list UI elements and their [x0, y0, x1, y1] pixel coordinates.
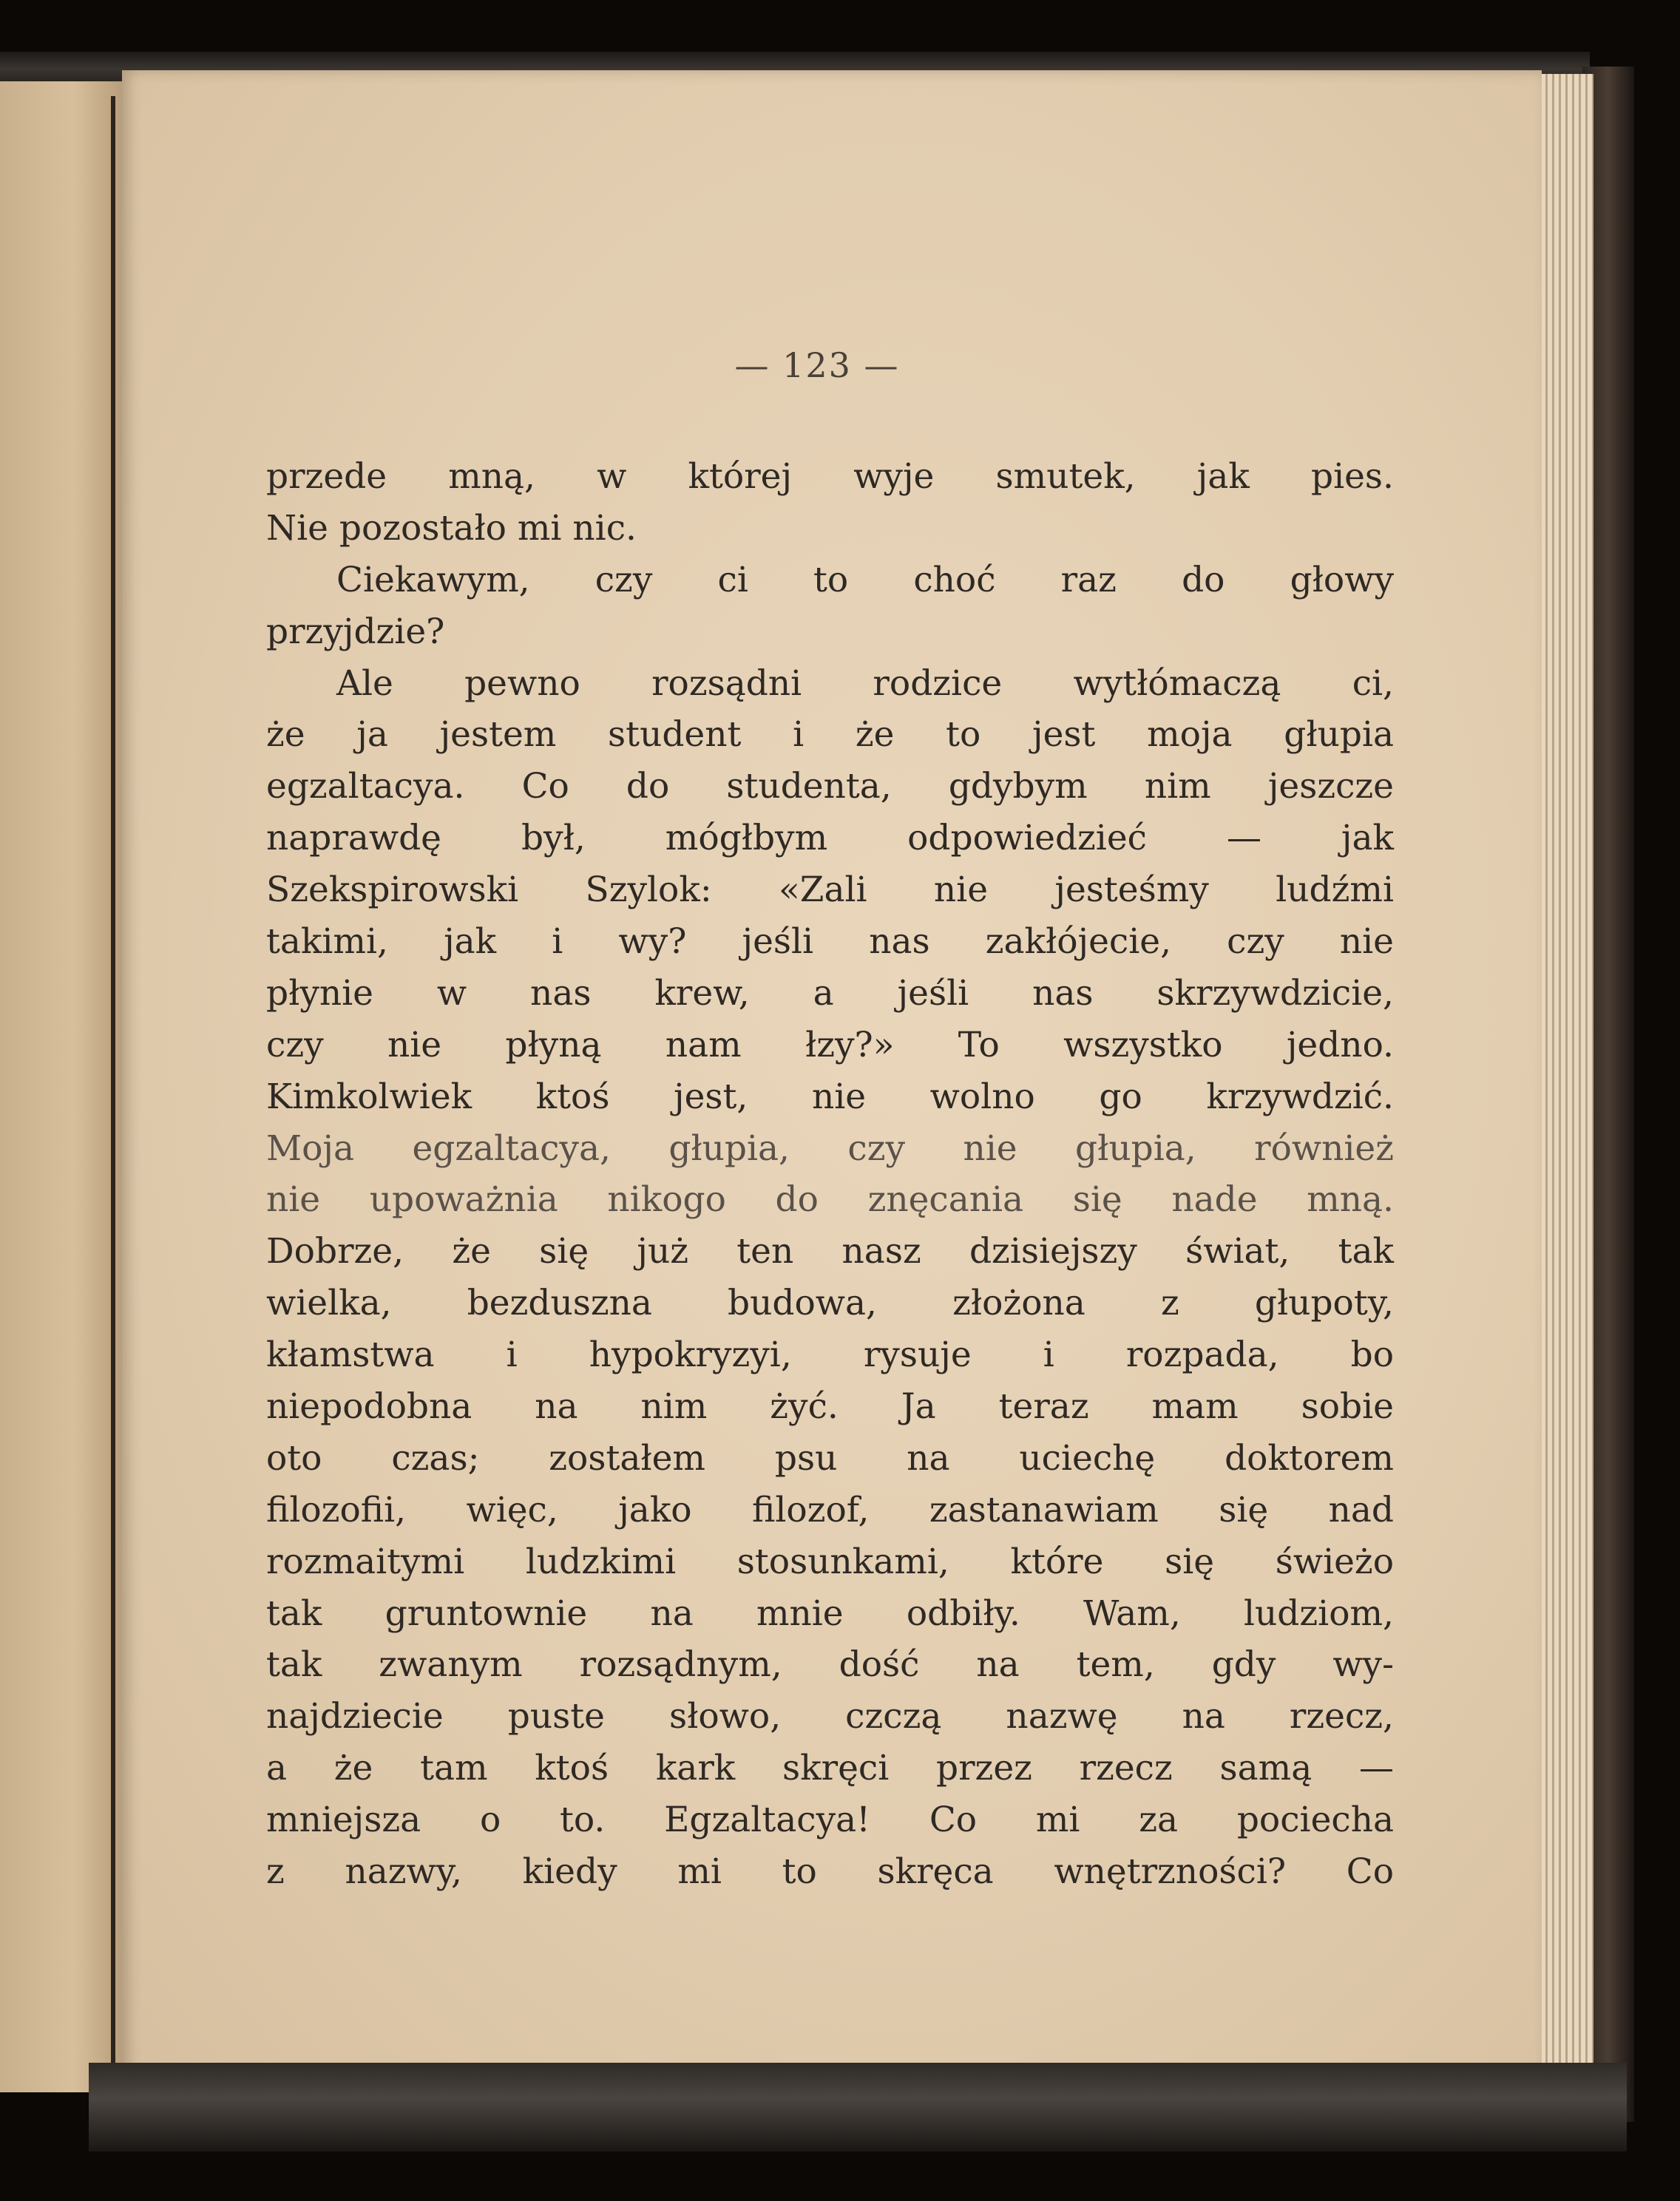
text-line: tak zwanym rozsądnym, dość na tem, gdy wy-	[266, 1644, 1394, 1686]
text-line: wielka, bezduszna budowa, złożona z głupoty,	[266, 1283, 1394, 1324]
text-line: Ale pewno rozsądni rodzice wytłómaczą ci,	[336, 662, 1394, 704]
text-line: tak gruntownie na mnie odbiły. Wam, ludziom,	[266, 1593, 1394, 1634]
text-line: takimi, jak i wy? jeśli nas zakłójecie, czy nie	[266, 921, 1394, 963]
text-line: naprawdę był, mógłbym odpowiedzieć — jak	[266, 818, 1394, 859]
page-stack-edge	[1534, 74, 1593, 2100]
book-page	[122, 70, 1542, 2096]
text-line: Moja egzaltacya, głupia, czy nie głupia, również	[266, 1127, 1394, 1169]
text-line: oto czas; zostałem psu na uciechę doktorem	[266, 1437, 1394, 1479]
text-line: Szekspirowski Szylok: «Zali nie jesteśmy ludźmi	[266, 869, 1394, 911]
text-line: Kimkolwiek ktoś jest, nie wolno go krzywdzić.	[266, 1076, 1394, 1117]
text-line: niepodobna na nim żyć. Ja teraz mam sobie	[266, 1386, 1394, 1428]
text-line: przede mną, w której wyje smutek, jak pies.	[266, 456, 1394, 497]
text-line: najdziecie puste słowo, czczą nazwę na rzecz,	[266, 1696, 1394, 1737]
text-line: Nie pozostało mi nic.	[266, 507, 637, 549]
text-line: z nazwy, kiedy mi to skręca wnętrzności? Co	[266, 1851, 1394, 1893]
text-line: a że tam ktoś kark skręci przez rzecz samą —	[266, 1748, 1394, 1789]
book-cover-bottom-edge	[89, 2063, 1627, 2151]
text-line: mniejsza o to. Egzaltacya! Co mi za pociecha	[266, 1800, 1394, 1841]
text-line: płynie w nas krew, a jeśli nas skrzywdzicie,	[266, 972, 1394, 1014]
text-line: Dobrze, że się już ten nasz dzisiejszy świat, tak	[266, 1231, 1394, 1272]
text-line: nie upoważnia nikogo do znęcania się nade mną.	[266, 1179, 1394, 1221]
text-line: egzaltacya. Co do studenta, gdybym nim jeszcze	[266, 766, 1394, 807]
page-body-text	[266, 451, 1394, 1898]
text-line: filozofii, więc, jako filozof, zastanawiam się nad	[266, 1489, 1394, 1530]
page-number: — 123 —	[734, 345, 900, 385]
text-line: rozmaitymi ludzkimi stosunkami, które się świeżo	[266, 1541, 1394, 1582]
left-page-edge	[0, 81, 125, 2092]
text-line: przyjdzie?	[266, 611, 445, 652]
text-line: kłamstwa i hypokryzyi, rysuje i rozpada, bo	[266, 1334, 1394, 1376]
book-gutter	[111, 96, 115, 2078]
text-line: czy nie płyną nam łzy?» To wszystko jedno.	[266, 1024, 1394, 1065]
text-line: że ja jestem student i że to jest moja głupia	[266, 714, 1394, 756]
text-line: Ciekawym, czy ci to choć raz do głowy	[336, 559, 1394, 600]
